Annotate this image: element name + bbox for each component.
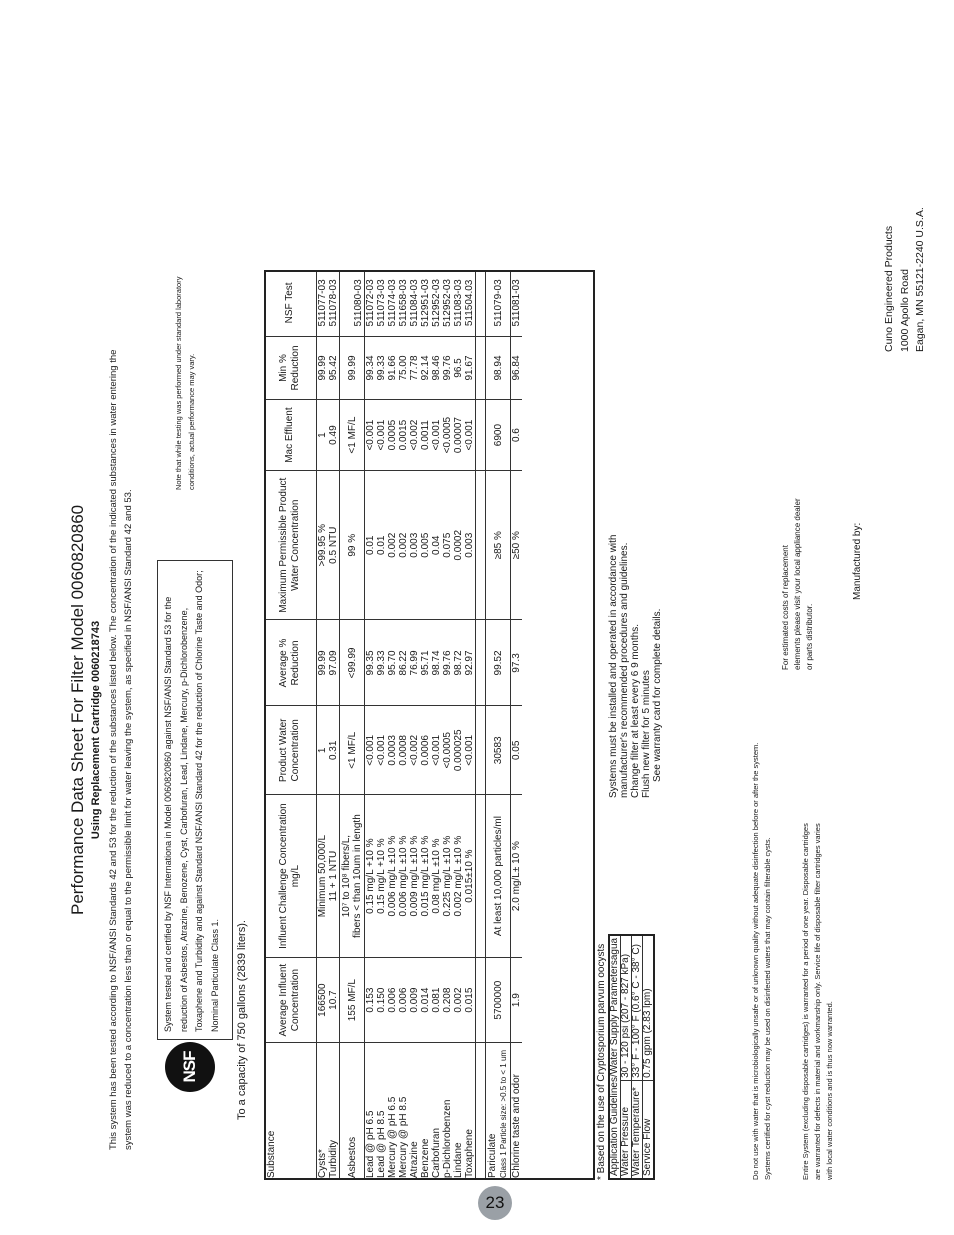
cell-min-reduction: 75.00 — [398, 336, 409, 399]
cell-max-permissible: 0.005 — [420, 471, 431, 620]
installation-note-line: Change filter at least every 6 9 months. — [630, 624, 641, 798]
cell-min-reduction: 96.84 — [511, 336, 523, 399]
cell-avg-reduction: 99.33 — [376, 620, 387, 706]
table-row — [431, 270, 442, 1180]
table-row — [398, 270, 409, 1180]
cell-avg-influent: 10.7 — [328, 958, 340, 1043]
cell-nsf-test: 512952-03 — [431, 279, 442, 327]
cell-mac-effluent: 0.0005 — [387, 400, 398, 471]
header-avg-reduction: Average % Reduction — [264, 620, 317, 706]
cell-avg-reduction: 99.35 — [365, 620, 377, 706]
replacement-cost-note — [780, 350, 816, 670]
cell-nsf-test: 511072-03 — [365, 270, 377, 336]
cell-max-permissible: 0.003 — [409, 471, 420, 620]
app-value: 30 - 120 psi (207 - 827 kPa) — [621, 935, 632, 1080]
cell-nsf-test: 511081-03 — [511, 270, 523, 336]
address-line: 1000 Apollo Road — [898, 269, 911, 352]
app-value: 33° F - 100° F (0.6° C - 38° C) — [632, 935, 643, 1080]
cell-substance: Turbidity — [328, 1043, 340, 1180]
table-row — [464, 270, 476, 1180]
cell-min-reduction: 98.94 — [486, 336, 511, 399]
testing-note: Note that while testing was performed under standard laboratory conditions, actual performance may vary. — [174, 276, 196, 490]
app-row — [643, 935, 655, 1179]
nsf-logo: NSF — [165, 1042, 215, 1092]
cell-substance: Atrazine — [409, 1043, 420, 1180]
installation-note-line: manufacturer's recommended procedures and guidelines. — [619, 542, 630, 798]
header-avg-influent: Average Influent Concentration — [264, 958, 317, 1043]
cell-avg-influent: 0.150 — [376, 958, 387, 1043]
page-title: Performance Data Sheet For Filter Model 0060820860 — [68, 504, 87, 915]
cell-avg-reduction: 97.09 — [328, 620, 340, 706]
cell-mac-effluent: <0.001 — [376, 400, 387, 471]
cell-product-water: 0.0003 — [387, 706, 398, 795]
cell-substance: Lead @ pH 6.5 — [365, 1043, 377, 1180]
cell-avg-influent: 1.9 — [511, 958, 523, 1043]
cell-avg-reduction: 95.71 — [420, 620, 431, 706]
cell-avg-reduction: 86.22 — [398, 620, 409, 706]
warranty-text — [800, 750, 836, 1180]
cell-avg-reduction: 99.76 — [442, 620, 453, 706]
cell-max-permissible: 0.002 — [398, 471, 409, 620]
cell-avg-reduction: <99.99 — [340, 620, 365, 706]
cell-mac-effluent: <0.001 — [431, 400, 442, 471]
app-title-row — [609, 935, 621, 1179]
cell-product-water: <0.002 — [409, 706, 420, 795]
header-product-water: Product Water Concentration — [264, 706, 317, 795]
cost-line: elements please visit your local appliance dealer — [793, 498, 802, 670]
table-row — [328, 270, 340, 1180]
cell-avg-influent: 0.002 — [453, 958, 464, 1043]
cell-nsf-test: 511083-03 — [453, 279, 464, 327]
cell-substance: p-Dichlorobenzen — [442, 1043, 453, 1180]
app-row — [632, 935, 643, 1179]
cell-product-water: 1 — [317, 706, 329, 795]
cell-avg-reduction: 95.70 — [387, 620, 398, 706]
app-parameter: Water Temperature* — [632, 1080, 643, 1179]
cell-min-reduction: 91.67 — [464, 336, 476, 399]
table-row — [409, 270, 420, 1180]
manufactured-by-label: Manufactured by: — [852, 522, 863, 600]
cell-influent-challenge: 11 + 1 NTU — [328, 795, 340, 958]
cell-substance: Lindane — [453, 1043, 464, 1180]
particulate-class: Class 1 Particle size: >0.5 to < 1 um — [499, 1049, 508, 1178]
cell-avg-influent: 0.009 — [409, 958, 420, 1043]
cell-influent-challenge: 0.08 mg/L ±10 % — [431, 795, 442, 958]
cell-mac-effluent: <0.001 — [365, 400, 377, 471]
cell-product-water: 30583 — [486, 706, 511, 795]
app-title: Application Guidelines/Water Supply Parametersagua — [609, 935, 621, 1179]
nsf-certification-text: System tested and certified by NSF Internationa in Model 0060820860 against NSF/ANSI Standard 53 for the reduction of Asbestos, Atrazine, Benozene, Cyst, Carbofuran, Lead, Lindane, Mercury, p-Dichlorobenzene, Toxaphene and Turbidity and against Standard NSF/ANSI Standard 42 for the reduction of Chlorine Taste and Odor; Nominal Particulate Class 1. — [163, 570, 220, 1032]
header-influent-challenge: Influent Challenge Concentration mg/L — [264, 795, 317, 958]
cell-influent-challenge: Minimum 50,000/L — [317, 795, 329, 958]
intro-paragraph: This system has been tested according to NSF/ANSI Standards 42 and 53 for the reduction of the substances listed below. The concentration of the indicated substances in water entering the system was reduced to a concentration less than or equal to the permissible limit for water leaving the system, as specified in NSF/ANSI Standard 42 and 53. — [108, 349, 134, 1150]
table-row — [365, 270, 377, 1180]
cell-max-permissible: 0.01 — [376, 471, 387, 620]
cell-max-permissible: 99 % — [340, 471, 365, 620]
cell-influent-challenge: 0.15 mg/L +10 % — [376, 795, 387, 958]
installation-note-line: See warranty card for complete details. — [652, 608, 663, 782]
header-nsf-test: NSF Test — [284, 282, 295, 324]
manufacturer-address — [882, 207, 929, 352]
warranty-line: with local water conditions and is thus now warranted. — [825, 1001, 834, 1180]
installation-note-line: Flush new filter for 5 minutes — [641, 670, 652, 798]
cell-nsf-test: 511074-03 — [387, 279, 398, 327]
challenge-line-2: fibers < than 10um in length — [352, 814, 363, 938]
cell-product-water: <0.001 — [376, 706, 387, 795]
cell-min-reduction: 77.78 — [409, 336, 420, 399]
cell-substance: Lead @ pH 8.5 — [376, 1043, 387, 1180]
cell-mac-effluent: 0.0015 — [398, 400, 409, 471]
cell-mac-effluent: <0.0005 — [442, 400, 453, 471]
cell-nsf-test: 511658-03 — [398, 279, 409, 327]
cell-max-permissible: 0.01 — [365, 471, 377, 620]
cell-mac-effluent: 0.0011 — [420, 400, 431, 471]
disclaimer-line: Systems certified for cyst reduction may be used on disinfected waters that may contain filterable cysts. — [763, 837, 772, 1180]
cell-avg-influent: 0.006 — [398, 958, 409, 1043]
cell-nsf-test: 511077-03 — [317, 270, 329, 336]
cell-max-permissible: 0.0002 — [453, 471, 464, 620]
cell-product-water: <0.001 — [431, 706, 442, 795]
table-row — [453, 270, 464, 1180]
installation-notes — [608, 478, 663, 798]
cell-product-water: <0.0005 — [442, 706, 453, 795]
table-spacer-row — [476, 270, 486, 1180]
cell-influent-challenge: 0.002 mg/L ±10 % — [453, 795, 464, 958]
cell-influent-challenge: 0.15 mg/L +10 % — [365, 795, 377, 958]
cell-min-reduction: 99.99 — [340, 336, 365, 399]
warranty-line: are warranted for defects in material and workmanship only. Service life of disposable filter cartridges varies — [813, 823, 822, 1180]
app-parameter: Water Pressure — [621, 1080, 632, 1179]
cell-avg-reduction: 92.97 — [464, 620, 476, 706]
cell-product-water: 0.0006 — [420, 706, 431, 795]
cell-min-reduction: 99.99 — [317, 336, 329, 399]
cell-mac-effluent: <1 MF/L — [340, 400, 365, 471]
cell-mac-effluent: <0.001 — [464, 400, 476, 471]
cell-influent-challenge: 0.015 mg/L ±10 % — [420, 795, 431, 958]
cell-product-water: <0.001 — [464, 706, 476, 795]
cell-avg-influent: 0.153 — [365, 958, 377, 1043]
installation-note-line: Systems must be installed and operated in accordance with — [608, 534, 619, 798]
header-substance: Substance — [264, 1043, 317, 1180]
cell-mac-effluent: 0.6 — [511, 400, 523, 471]
cell-avg-reduction: 98.74 — [431, 620, 442, 706]
header-min-reduction: Min % Reduction — [264, 336, 317, 399]
table-row-particulate — [486, 270, 511, 1180]
cell-substance: Benzene — [420, 1043, 431, 1180]
table-row — [420, 270, 431, 1180]
address-line: Cuno Engineered Products — [883, 225, 895, 352]
performance-table — [264, 270, 522, 1180]
cell-max-permissible: >99.95 % — [317, 471, 329, 620]
cell-avg-reduction: 76.99 — [409, 620, 420, 706]
cell-nsf-test: 511504.03 — [464, 279, 475, 327]
cell-min-reduction: 99.33 — [376, 336, 387, 399]
cell-substance: Mercury @ pH 6.5 — [387, 1043, 398, 1180]
cell-influent-challenge: 0.015±10 % — [464, 795, 476, 958]
cyst-footnote: * Based on the use of Cryptosporium parvum oocysts — [596, 943, 607, 1180]
app-parameter: Service Flow — [643, 1080, 655, 1179]
cost-line: For estimated costs of replacement — [781, 545, 790, 670]
cell-product-water: 0.31 — [328, 706, 340, 795]
cell-mac-effluent: <0.002 — [409, 400, 420, 471]
cell-influent-challenge: 0.225 mg/L ±10 % — [442, 795, 453, 958]
table-row-chlorine — [511, 270, 523, 1180]
cell-product-water: 0.000025 — [453, 706, 464, 795]
cell-avg-influent: 0.014 — [420, 958, 431, 1043]
cell-nsf-test: 511079-03 — [492, 279, 504, 327]
cell-max-permissible: ≥50 % — [511, 471, 523, 620]
cell-avg-reduction: 98.72 — [453, 620, 464, 706]
cell-min-reduction: 92.14 — [420, 336, 431, 399]
capacity-note: To a capacity of 750 gallons (2839 liters). — [236, 920, 248, 1120]
rotated-page — [40, 140, 926, 1180]
cell-nsf-test: 512952-03 — [442, 279, 453, 327]
challenge-line-1: 10⁷ to 10⁸ fibers/L, — [341, 834, 352, 918]
cell-substance: Asbestos — [340, 1043, 365, 1180]
cell-avg-influent: 0.208 — [442, 958, 453, 1043]
cell-substance: Cysts* — [317, 1043, 329, 1180]
cell-avg-influent: 0.015 — [464, 958, 476, 1043]
cell-substance: Carbofuran — [431, 1043, 442, 1180]
cell-mac-effluent: 1 — [317, 400, 329, 471]
cell-max-permissible: 0.002 — [387, 471, 398, 620]
cell-nsf-test: 511080-03 — [340, 270, 365, 336]
cell-product-water: 0.05 — [511, 706, 523, 795]
application-guidelines-table — [608, 934, 655, 1180]
header-mac-effluent: Mac Effluent — [264, 400, 317, 471]
cell-avg-influent: 0.081 — [431, 958, 442, 1043]
cell-max-permissible: 0.5 NTU — [328, 471, 340, 620]
app-row — [621, 935, 632, 1179]
cell-min-reduction: 96.5 — [453, 336, 464, 399]
cell-influent-challenge: 0.009 mg/L ±10 % — [409, 795, 420, 958]
cell-nsf-test: 511073-03 — [376, 279, 387, 327]
cell-substance: Chlorine taste and odor — [511, 1043, 523, 1180]
cell-max-permissible: ≥85 % — [486, 471, 511, 620]
cell-product-water: <0.001 — [365, 706, 377, 795]
cell-nsf-test: 512951-03 — [420, 279, 431, 327]
cell-max-permissible: 0.075 — [442, 471, 453, 620]
table-row — [317, 270, 329, 1180]
cell-influent-challenge: At least 10,000 particles/ml — [486, 795, 511, 958]
cell-max-permissible: 0.003 — [464, 471, 476, 620]
cell-influent-challenge — [340, 795, 365, 958]
cell-product-water: 0.0008 — [398, 706, 409, 795]
cell-avg-influent: 5700000 — [486, 958, 511, 1043]
cell-nsf-test: 511084-03 — [409, 279, 420, 327]
app-value: 0.75 gpm (2.83 lpm) — [643, 935, 655, 1080]
cell-mac-effluent: 0.49 — [328, 400, 340, 471]
cell-mac-effluent: 0.00007 — [453, 400, 464, 471]
cell-avg-influent: 155 MF/L — [340, 958, 365, 1043]
page-number-badge: 23 — [478, 1186, 512, 1220]
address-line: Eagan, MN 55121-2240 U.S.A. — [914, 207, 926, 352]
cell-avg-influent: 166500 — [317, 958, 329, 1043]
cell-min-reduction: 99.34 — [365, 336, 377, 399]
cell-min-reduction: 98.46 — [431, 336, 442, 399]
table-row-asbestos — [340, 270, 365, 1180]
cell-product-water: <1 MF/L — [340, 706, 365, 795]
cell-substance: Toxaphene — [464, 1043, 476, 1180]
page-subtitle: Using Replacement Cartridge 0060218743 — [90, 620, 102, 840]
table-header-row — [264, 270, 317, 1180]
cell-avg-reduction: 99.99 — [317, 620, 329, 706]
cell-min-reduction: 99.76 — [442, 336, 453, 399]
cell-substance — [486, 1043, 511, 1180]
particulate-name: Pariculate — [487, 1133, 498, 1178]
cell-avg-reduction: 97.3 — [511, 620, 523, 706]
warranty-line: Entire System (excluding disposable cartridges) is warranted for a period of one year. Disposable cartridges — [801, 823, 810, 1180]
cell-substance: Mercury @ pH 8.5 — [398, 1043, 409, 1180]
table-row — [387, 270, 398, 1180]
cell-influent-challenge: 2.0 mg/L± 10 % — [511, 795, 523, 958]
cell-max-permissible: 0.04 — [431, 471, 442, 620]
cell-min-reduction: 91.66 — [387, 336, 398, 399]
cell-nsf-test: 511078-03 — [328, 279, 339, 327]
cell-mac-effluent: 6900 — [486, 400, 511, 471]
cell-avg-reduction: 99.52 — [486, 620, 511, 706]
safety-disclaimer — [750, 580, 774, 1180]
cell-influent-challenge: 0.006 mg/L ±10 % — [387, 795, 398, 958]
header-max-permissible: Maximum Permissible Product Water Concentration — [264, 471, 317, 620]
disclaimer-line: Do not use with water that is microbiologically unsafe or of unknown quality without adequate disinfection before or after the system. — [751, 742, 760, 1180]
cell-min-reduction: 95.42 — [328, 336, 340, 399]
cell-influent-challenge: 0.006 mg/L ±10 % — [398, 795, 409, 958]
table-row — [376, 270, 387, 1180]
cost-line: or parts distributor. — [805, 603, 814, 670]
table-row — [442, 270, 453, 1180]
cell-avg-influent: 0.006 — [387, 958, 398, 1043]
